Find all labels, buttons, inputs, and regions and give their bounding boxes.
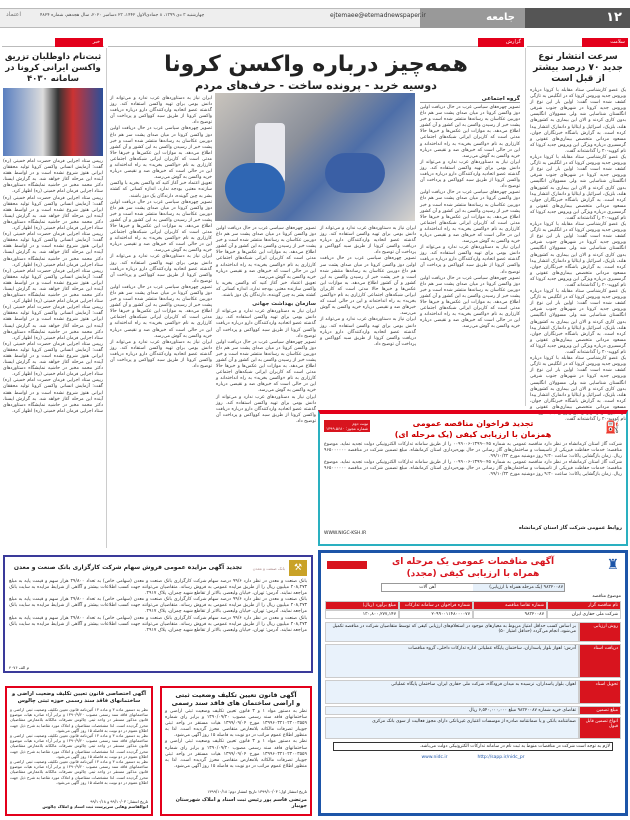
ad1-body: شرکت گاز استان کرمانشاه در نظر دارد مناقصه عمومی به شماره ۰۴۵-۱۳۹۹-۰۰۹۹۰۰۶ را از طریق سامانه تدارکات الکترونیکی دولت تجدید نماید. موضوع مناقصه: خدمات حفاظت فیزیکی از تاسیسات و ساختمان‌های گاز رسانی در حال بهره‌برداری استان کرمانشاه. مبلغ تضمین شرکت در مناقصه ۹۶۵۰۰۰۰۰۰ ریال. زمان بازگشایی پاکات: ساعت ۹:۳۰ روز دوشنبه مورخ ۹۹/۱۰/۲۲. شرکت گاز استان کرمانشاه در نظر دارد مناقصه عمومی به شماره ۰۴۵-۱۳۹۹-۰۰۹۹۰۰۶ را از طریق سامانه تدارکات الکترونیکی دولت تجدید نماید. موضوع مناقصه: خدمات حفاظت فیزیکی از تاسیسات و ساختمان‌های گاز رسانی در حال بهره‌برداری استان کرمانشاه. مبلغ تضمین شرکت در مناقصه ۹۶۵۰۰۰۰۰۰ ریال. زمان بازگشایی پاکات: ساعت ۹:۳۰ روز دوشنبه مورخ ۹۹/۱۰/۲۲. [324, 442, 622, 478]
nidc-website-link[interactable]: www.nidc.ir [421, 755, 448, 760]
column-divider [106, 48, 107, 548]
table-cell: ۱۳۰,۸۰۰,۲۷۷,۱۴۷ [325, 610, 399, 619]
ad3-code: م الف ۴۰۷۶ [9, 665, 30, 670]
report-col4: ایران نیاز به دستاوردهای غرب ندارد و می‌تواند از دانش بومی برای تهیه واکسن استفاده کند. روز گذشته عضو اتحادیه واردکنندگان دارو درباره دریافت واکسن کرونا از طریق سبد کوواکس و پرداخت آن توضیح داد. تصویر چهره‌های سیاسی غرب در حال دریافت اولین دوز واکسن کرونا در میان صدای پشت سر هم داغ دوربین عکاسان به رسانه‌ها منتشر شده است و خبر پشت خبر از رسیدن واکسن به این کشور و آن کشور اطلاع می‌دهد. به موازات این عکس‌ها و خبرها حالا مدتی است که کاربران ایرانی شبکه‌های اجتماعی کارزاری به نام «واکسن بخرید» به راه انداخته‌اند و این در حالی است که خبرهای ضد و نقیضی درباره خرید واکسن به گوش می‌رسد. تعویق اعتماد خبر آغاز کنید که واکسن بخرید با واکسن سازنده معتبر، بودجه ندارد، اندازه کسانی که کشته بشر به چین گوینده، دارندگان یک دوز باشند. تصویر چهره‌های سیاسی غرب در حال دریافت اولین دوز واکسن کرونا در میان صدای پشت سر هم داغ دوربین عکاسان به رسانه‌ها منتشر شده است و خبر پشت خبر از رسیدن واکسن به این کشور و آن کشور اطلاع می‌دهد. به موازات این عکس‌ها و خبرها حالا مدتی است که کاربران ایرانی شبکه‌های اجتماعی کارزاری به نام «واکسن بخرید» به راه انداخته‌اند و این در حالی است که خبرهای ضد و نقیضی درباره خرید واکسن به گوش می‌رسد. ایران نیاز به دستاوردهای غرب ندارد و می‌تواند از دانش بومی برای تهیه واکسن استفاده کند. روز گذشته عضو اتحادیه واردکنندگان دارو درباره دریافت واکسن کرونا از طریق سبد کوواکس و پرداخت آن توضیح داد. تصویر چهره‌های سیاسی غرب در حال دریافت اولین دوز واکسن کرونا در میان صدای پشت سر هم داغ دوربین عکاسان به رسانه‌ها منتشر شده است و خبر پشت خبر از رسیدن واکسن به این کشور و آن کشور اطلاع می‌دهد. به موازات این عکس‌ها و خبرها حالا مدتی است که کاربران ایرانی شبکه‌های اجتماعی کارزاری به نام «واکسن بخرید» به راه انداخته‌اند و این در حالی است که خبرهای ضد و نقیضی درباره خرید واکسن به گوش می‌رسد. ایران نیاز به دستاوردهای غرب ندارد و می‌تواند از دانش بومی برای تهیه واکسن استفاده کند. روز گذشته عضو اتحادیه واردکنندگان دارو درباره دریافت واکسن کرونا از طریق سبد کوواکس و پرداخت آن توضیح داد. [110, 96, 212, 370]
bank-logo-icon: ⚒ [289, 560, 307, 576]
table-cell: ۲۰۹۹۰۰۱۱۴۸۰۰۰۰۷۷ [399, 610, 473, 619]
ad3-body: بانک صنعت و معدن در نظر دارد ۹۹/۶ درصد سهام شرکت کارگزاری بانک صنعت و معدن (سهامی خاص) به تعداد ۲۹/۸۰۰ هزار سهم و قیمت پایه به مبلغ ۲۰۸,۲۷۳ میلیون ریال را از طریق مزایده عمومی به فروش رساند. متقاضیان می‌توانند جهت کسب اطلاعات بیشتر و آگاهی از شرایط مزایده به سایت بانک مراجعه نمایند. آدرس: تهران، خیابان ولیعصر، بالاتر از تقاطع شهید چمران، پلاک ۲۹۱۷. بانک صنعت و معدن در نظر دارد ۹۹/۶ درصد سهام شرکت کارگزاری بانک صنعت و معدن (سهامی خاص) به تعداد ۲۹/۸۰۰ هزار سهم و قیمت پایه به مبلغ ۲۰۸,۲۷۳ میلیون ریال را از طریق مزایده عمومی به فروش رساند. متقاضیان می‌توانند جهت کسب اطلاعات بیشتر و آگاهی از شرایط مزایده به سایت بانک مراجعه نمایند. آدرس: تهران، خیابان ولیعصر، بالاتر از تقاطع شهید چمران، پلاک ۲۹۱۷. بانک صنعت و معدن در نظر دارد ۹۹/۶ درصد سهام شرکت کارگزاری بانک صنعت و معدن (سهامی خاص) به تعداد ۲۹/۸۰۰ هزار سهم و قیمت پایه به مبلغ ۲۰۸,۲۷۳ میلیون ریال را از طریق مزایده عمومی به فروش رساند. متقاضیان می‌توانند جهت کسب اطلاعات بیشتر و آگاهی از شرایط مزایده به سایت بانک مراجعه نمایند. آدرس: تهران، خیابان ولیعصر، بالاتر از تقاطع شهید چمران، پلاک ۲۹۱۷. [9, 579, 308, 633]
report-col2: ایران نیاز به دستاوردهای غرب ندارد و می‌تواند از دانش بومی برای تهیه واکسن استفاده کند. روز گذشته عضو اتحادیه واردکنندگان دارو درباره دریافت واکسن کرونا از طریق سبد کوواکس و پرداخت آن توضیح داد. تصویر چهره‌های سیاسی غرب در حال دریافت اولین دوز واکسن کرونا در میان صدای پشت سر هم داغ دوربین عکاسان به رسانه‌ها منتشر شده است و خبر پشت خبر از رسیدن واکسن به این کشور و آن کشور اطلاع می‌دهد. به موازات این عکس‌ها و خبرها حالا مدتی است که کاربران ایرانی شبکه‌های اجتماعی کارزاری به نام «واکسن بخرید» به راه انداخته‌اند و این در حالی است که خبرهای ضد و نقیضی درباره خرید واکسن به گوش می‌رسد. ایران نیاز به دستاوردهای غرب ندارد و می‌تواند از دانش بومی برای تهیه واکسن استفاده کند. روز گذشته عضو اتحادیه واردکنندگان دارو درباره دریافت واکسن کرونا از طریق سبد کوواکس و پرداخت آن توضیح داد. [320, 226, 416, 347]
nidc-logo-icon: ♜ [606, 557, 619, 573]
label-health: سلامت [582, 38, 628, 47]
ad2-title: آگهی مناقصات عمومی یک مرحله ای [391, 557, 555, 567]
newspaper-logo: اعتماد [6, 11, 22, 18]
report-subtitle: دوسیه خرید - پرونده ساخت - حرف‌های مردم [195, 79, 437, 92]
ad3-header [5, 557, 311, 576]
table-header: شماره تقاضا مناقصه [473, 601, 547, 610]
drilling-tender-ad [318, 550, 628, 816]
health-body: یک عضو کارشناسی ستاد مقابله با کرونا درباره ویروس جدید ویروس کرونا که در انگلیس به تازگی کشف شده است گفت: اولین بار این نوع از ویروس جدید کرونا در شهرهای جنوب شرقی انگلستان شناسایی شد ولی مسوولان انگلیسی بدون کاری کردند و الان این بیماری به کشورهای هلند، بلژیک، اسرائیل و ایتالیا و دانمارک انتشار پیدا کرده است. به گزارش باشگاه خبرنگاران جوان، مسعود مردانی متخصص بیماری‌های عفونی و گرمسیری درباره ویژگی این ویروس جدید کرونا که نام کووید-۲۰ را گذاشته‌اند گفت. یک عضو کارشناسی ستاد مقابله با کرونا درباره ویروس جدید ویروس کرونا که در انگلیس به تازگی کشف شده است گفت: اولین بار این نوع از ویروس جدید کرونا در شهرهای جنوب شرقی انگلستان شناسایی شد ولی مسوولان انگلیسی بدون کاری کردند و الان این بیماری به کشورهای هلند، بلژیک، اسرائیل و ایتالیا و دانمارک انتشار پیدا کرده است. به گزارش باشگاه خبرنگاران جوان، مسعود مردانی متخصص بیماری‌های عفونی و گرمسیری درباره ویژگی این ویروس جدید کرونا که نام کووید-۲۰ را گذاشته‌اند گفت. یک عضو کارشناسی ستاد مقابله با کرونا درباره ویروس جدید ویروس کرونا که در انگلیس به تازگی کشف شده است گفت: اولین بار این نوع از ویروس جدید کرونا در شهرهای جنوب شرقی انگلستان شناسایی شد ولی مسوولان انگلیسی بدون کاری کردند و الان این بیماری به کشورهای هلند، بلژیک، اسرائیل و ایتالیا و دانمارک انتشار پیدا کرده است. به گزارش باشگاه خبرنگاران جوان، مسعود مردانی متخصص بیماری‌های عفونی و گرمسیری درباره ویژگی این ویروس جدید کرونا که نام کووید-۲۰ را گذاشته‌اند گفت. یک عضو کارشناسی ستاد مقابله با کرونا درباره ویروس جدید ویروس کرونا که در انگلیس به تازگی کشف شده است گفت: اولین بار این نوع از ویروس جدید کرونا در شهرهای جنوب شرقی انگلستان شناسایی شد ولی مسوولان انگلیسی بدون کاری کردند و الان این بیماری به کشورهای هلند، بلژیک، اسرائیل و ایتالیا و دانمارک انتشار پیدا کرده است. به گزارش باشگاه خبرنگاران جوان، مسعود مردانی متخصص بیماری‌های عفونی و گرمسیری درباره ویژگی این ویروس جدید کرونا که نام کووید-۲۰ را گذاشته‌اند گفت. یک عضو کارشناسی ستاد مقابله با کرونا درباره ویروس جدید ویروس کرونا که در انگلیس به تازگی کشف شده است گفت: اولین بار این نوع از ویروس جدید کرونا در شهرهای جنوب شرقی انگلستان شناسایی شد ولی مسوولان انگلیسی بدون کاری کردند و الان این بیماری به کشورهای هلند، بلژیک، اسرائیل و ایتالیا و دانمارک انتشار پیدا کرده است. به گزارش باشگاه خبرنگاران جوان، مسعود مردانی متخصص بیماری‌های عفونی و گرمسیری درباره ویژگی این ویروس جدید کرونا که نام کووید-۲۰ را گذاشته‌اند گفت. [530, 88, 626, 423]
ad5-title: آگهی اختصاصی قانون تعیین تکلیف وضعیت اراضی و [12, 691, 146, 697]
ad3-title: تجدید آگهی مزایده عمومی فروش سهام شرکت کارگزاری بانک صنعت و معدن [13, 564, 243, 572]
table-header: نام مناقصه گزار [547, 601, 621, 610]
table-cell: شرکت ملی حفاری ایران [547, 610, 621, 619]
ad2-tender-number: ۹۸۳۲۰۰۸۷ (یک مرحله همراه با ارزیابی) [473, 584, 564, 591]
news-photo [3, 88, 103, 156]
ad2-note: لازم به توجه است شرکت در مناقصات منوط به ثبت نام در سامانه تدارکات الکترونیکی دولت می‌باشد. [333, 742, 613, 751]
nidc-social-link[interactable]: http://sapp.ir/nidc_pr [477, 755, 525, 760]
detail-value: تقاضای خرید شماره ۹۸۳۲۰۰۸۷ مبلغ ۶,۵۴۰,۰۰۰,۰۰۰ ریال [325, 706, 579, 715]
section-name: جامعه [420, 8, 525, 28]
health-article [530, 52, 626, 423]
email[interactable]: ejtemaee@etemadnewspaper.ir [330, 12, 426, 19]
report-title: همه‌چیز درباره واکسن کرونا [164, 52, 468, 77]
detail-value: آدرس: اهواز بلوار پاسداران، ساختمان پایگاه عملیاتی اداره تدارکات داخلی، گروه مناقصات [325, 644, 579, 678]
chalous-registry-ad [5, 686, 153, 816]
detail-value: ضمانتنامه بانکی و یا ضمانتنامه صادره از موسسات اعتباری غیربانکی دارای مجوز فعالیت از سوی بانک مرکزی [325, 717, 579, 739]
jouybar-registry-ad [160, 686, 312, 816]
detail-label: روش ارزیابی [579, 622, 621, 642]
report-column-right [420, 96, 520, 410]
ad2-subject: آهن آلات [419, 585, 436, 590]
news-title: ثبت‌نام داوطلبان تزریق واکسن ایرانی کرونا در سامانه ۴۰۳۰ [4, 52, 102, 84]
detail-value: بر اساس کسب حداقل امتیاز مربوط به معیارهای موجود در استعلام‌های ارزیابی کیفی که توسط متقاضیان شرکت در مناقصه تکمیل می‌شود، انجام می‌گردد (حداقل امتیاز ۵۰) [325, 622, 579, 642]
table-cell: ۹۸۳۲۰۰۸۷ [473, 610, 547, 619]
ad4-title: آگهی قانون تعیین تکلیف وضعیت ثبتی [175, 691, 297, 699]
ad2-tender-box [381, 583, 565, 592]
report-col3: تصویر چهره‌های سیاسی غرب در حال دریافت اولین دوز واکسن کرونا در میان صدای پشت سر هم داغ دوربین عکاسان به رسانه‌ها منتشر شده است و خبر پشت خبر از رسیدن واکسن به این کشور و آن کشور اطلاع می‌دهد. به موازات این عکس‌ها و خبرها حالا مدتی است که کاربران ایرانی شبکه‌های اجتماعی کارزاری به نام «واکسن بخرید» به راه انداخته‌اند و این در حالی است که خبرهای ضد و نقیضی درباره خرید واکسن به گوش می‌رسد. تعویق اعتماد خبر آغاز کنید که واکسن بخرید با واکسن سازنده معتبر، بودجه ندارد، اندازه کسانی که کشته بشر به چین گوینده، دارندگان یک دوز باشند. سازمان بهداشت جهانی ایران نیاز به دستاوردهای غرب ندارد و می‌تواند از دانش بومی برای تهیه واکسن استفاده کند. روز گذشته عضو اتحادیه واردکنندگان دارو درباره دریافت واکسن کرونا از طریق سبد کوواکس و پرداخت آن توضیح داد. تصویر چهره‌های سیاسی غرب در حال دریافت اولین دوز واکسن کرونا در میان صدای پشت سر هم داغ دوربین عکاسان به رسانه‌ها منتشر شده است و خبر پشت خبر از رسیدن واکسن به این کشور و آن کشور اطلاع می‌دهد. به موازات این عکس‌ها و خبرها حالا مدتی است که کاربران ایرانی شبکه‌های اجتماعی کارزاری به نام «واکسن بخرید» به راه انداخته‌اند و این در حالی است که خبرهای ضد و نقیضی درباره خرید واکسن به گوش می‌رسد. ایران نیاز به دستاوردهای غرب ندارد و می‌تواند از دانش بومی برای تهیه واکسن استفاده کند. روز گذشته عضو اتحادیه واردکنندگان دارو درباره دریافت واکسن کرونا از طریق سبد کوواکس و پرداخت آن توضیح داد. [216, 226, 316, 424]
gas-tender-ad [318, 410, 628, 546]
page-number: ۱۲ [525, 8, 630, 28]
news-article [3, 52, 103, 531]
ad5-subtitle: ساختمانهای فاقد سند رسمی حوزه ثبتی چالوس [17, 698, 141, 704]
ad4-body: نظر به دستور مواد ۱ و ۳ قانون تعیین تکلیف وضعیت ثبتی اراضی و ساختمانهای فاقد سند رسمی مصوب ۱۳۹۰/۰۹/۲۰ و برابر رای شماره ۱۳۹۹۶۰۳۲۱۰۲۲۰۰۳۵۵۹ مورخ ۱۳۹۹/۰۹/۰۴ هیات مستقر در واحد ثبتی جویبار تصرفات مالکانه بلامعارض متقاضی محرز گردیده است. لذا به منظور اطلاع عموم مراتب در دو نوبت به فاصله ۱۵ روز آگهی می‌شود. نظر به دستور مواد ۱ و ۳ قانون تعیین تکلیف وضعیت ثبتی اراضی و ساختمانهای فاقد سند رسمی مصوب ۱۳۹۰/۰۹/۲۰ و برابر رای شماره ۱۳۹۹۶۰۳۲۱۰۲۲۰۰۳۵۵۹ مورخ ۱۳۹۹/۰۹/۰۴ هیات مستقر در واحد ثبتی جویبار تصرفات مالکانه بلامعارض متقاضی محرز گردیده است. لذا به منظور اطلاع عموم مراتب در دو نوبت به فاصله ۱۵ روز آگهی می‌شود. [165, 709, 307, 769]
gas-company-logo-icon: ⛽ [605, 420, 620, 434]
label-news: خبر [55, 38, 103, 47]
detail-label: مبلغ تضمین [579, 706, 621, 715]
news-body: رییس ستاد اجرایی فرمان حضرت امام خمینی (ره) گفت: آزمایش انسانی واکسن کرونا تولید محققان ایرانی هنوز شروع نشده است و در اواسط هفته آینده این مرحله آغاز خواهد شد. به گزارش ایسنا، دکتر محمد مخبر در حاشیه نمایشگاه دستاوردهای ستاد اجرایی فرمان امام خمینی (ره) اظهار کرد. رییس ستاد اجرایی فرمان حضرت امام خمینی (ره) گفت: آزمایش انسانی واکسن کرونا تولید محققان ایرانی هنوز شروع نشده است و در اواسط هفته آینده این مرحله آغاز خواهد شد. به گزارش ایسنا، دکتر محمد مخبر در حاشیه نمایشگاه دستاوردهای ستاد اجرایی فرمان امام خمینی (ره) اظهار کرد. رییس ستاد اجرایی فرمان حضرت امام خمینی (ره) گفت: آزمایش انسانی واکسن کرونا تولید محققان ایرانی هنوز شروع نشده است و در اواسط هفته آینده این مرحله آغاز خواهد شد. به گزارش ایسنا، دکتر محمد مخبر در حاشیه نمایشگاه دستاوردهای ستاد اجرایی فرمان امام خمینی (ره) اظهار کرد. رییس ستاد اجرایی فرمان حضرت امام خمینی (ره) گفت: آزمایش انسانی واکسن کرونا تولید محققان ایرانی هنوز شروع نشده است و در اواسط هفته آینده این مرحله آغاز خواهد شد. به گزارش ایسنا، دکتر محمد مخبر در حاشیه نمایشگاه دستاوردهای ستاد اجرایی فرمان امام خمینی (ره) اظهار کرد. رییس ستاد اجرایی فرمان حضرت امام خمینی (ره) گفت: آزمایش انسانی واکسن کرونا تولید محققان ایرانی هنوز شروع نشده است و در اواسط هفته آینده این مرحله آغاز خواهد شد. به گزارش ایسنا، دکتر محمد مخبر در حاشیه نمایشگاه دستاوردهای ستاد اجرایی فرمان امام خمینی (ره) اظهار کرد. رییس ستاد اجرایی فرمان حضرت امام خمینی (ره) گفت: آزمایش انسانی واکسن کرونا تولید محققان ایرانی هنوز شروع نشده است و در اواسط هفته آینده این مرحله آغاز خواهد شد. به گزارش ایسنا، دکتر محمد مخبر در حاشیه نمایشگاه دستاوردهای ستاد اجرایی فرمان امام خمینی (ره) اظهار کرد. رییس ستاد اجرایی فرمان حضرت امام خمینی (ره) گفت: آزمایش انسانی واکسن کرونا تولید محققان ایرانی هنوز شروع نشده است و در اواسط هفته آینده این مرحله آغاز خواهد شد. به گزارش ایسنا، دکتر محمد مخبر در حاشیه نمایشگاه دستاوردهای ستاد اجرایی فرمان امام خمینی (ره) اظهار کرد. [3, 159, 103, 414]
divider [108, 46, 524, 47]
ad5-signature: ابوالقاسم وهابی سرپرست ثبت اسناد و املاک چالوس [42, 804, 148, 809]
bank-logo-text: بانک صنعت و معدن [252, 565, 285, 571]
health-title: سرعت انتشار نوع جدید ۷۰ درصد بیشتر از قبل است [533, 52, 623, 84]
ad2-table [325, 601, 621, 619]
ad1-badge: نوبت دوم شماره مجوز: ۱۳۹۹.۵۶۸۰ [326, 421, 368, 431]
date-line: چهارشنبه ۳ دی ۱۳۹۹، ۸ جمادی‌الاول ۱۴۴۲، ۲۳ دسامبر ۲۰۲۰، سال هجدهم، شماره ۴۸۲۴ [40, 13, 205, 18]
ad1-footer: روابط عمومی شرکت گاز استان کرمانشاه [518, 525, 622, 531]
ad4-subtitle: و اراضی ساختمان های فاقد سند رسمی [171, 699, 301, 707]
ad5-dates: تاریخ انتشار: ۹۹/۱۰/۰۳ و ۹۹/۱۰/۱۸ [90, 799, 148, 804]
ad1-url[interactable]: WWW.NIGC-KSH.IR [324, 531, 367, 536]
ad4-signature: مرتضی قاسم پور رئیس ثبت اسناد و املاک شهرستان جویبار [175, 797, 307, 809]
bank-auction-ad [3, 555, 313, 673]
report-col1: تصویر چهره‌های سیاسی غرب در حال دریافت اولین دوز واکسن کرونا در میان صدای پشت سر هم داغ دوربین عکاسان به رسانه‌ها منتشر شده است و خبر پشت خبر از رسیدن واکسن به این کشور و آن کشور اطلاع می‌دهد. به موازات این عکس‌ها و خبرها حالا مدتی است که کاربران ایرانی شبکه‌های اجتماعی کارزاری به نام «واکسن بخرید» به راه انداخته‌اند و این در حالی است که خبرهای ضد و نقیضی درباره خرید واکسن به گوش می‌رسد. ایران نیاز به دستاوردهای غرب ندارد و می‌تواند از دانش بومی برای تهیه واکسن استفاده کند. روز گذشته عضو اتحادیه واردکنندگان دارو درباره دریافت واکسن کرونا از طریق سبد کوواکس و پرداخت آن توضیح داد. تصویر چهره‌های سیاسی غرب در حال دریافت اولین دوز واکسن کرونا در میان صدای پشت سر هم داغ دوربین عکاسان به رسانه‌ها منتشر شده است و خبر پشت خبر از رسیدن واکسن به این کشور و آن کشور اطلاع می‌دهد. به موازات این عکس‌ها و خبرها حالا مدتی است که کاربران ایرانی شبکه‌های اجتماعی کارزاری به نام «واکسن بخرید» به راه انداخته‌اند و این در حالی است که خبرهای ضد و نقیضی درباره خرید واکسن به گوش می‌رسد. ایران نیاز به دستاوردهای غرب ندارد و می‌تواند از دانش بومی برای تهیه واکسن استفاده کند. روز گذشته عضو اتحادیه واردکنندگان دارو درباره دریافت واکسن کرونا از طریق سبد کوواکس و پرداخت آن توضیح داد. تصویر چهره‌های سیاسی غرب در حال دریافت اولین دوز واکسن کرونا در میان صدای پشت سر هم داغ دوربین عکاسان به رسانه‌ها منتشر شده است و خبر پشت خبر از رسیدن واکسن به این کشور و آن کشور اطلاع می‌دهد. به موازات این عکس‌ها و خبرها حالا مدتی است که کاربران ایرانی شبکه‌های اجتماعی کارزاری به نام «واکسن بخرید» به راه انداخته‌اند و این در حالی است که خبرهای ضد و نقیضی درباره خرید واکسن به گوش می‌رسد. [420, 105, 520, 330]
report-subheading: سازمان بهداشت جهانی [252, 301, 316, 308]
ad1-subtitle: همزمان با ارزیابی کیفی (یک مرحله ای) [394, 430, 552, 439]
ad2-subtitle: همراه با ارزیابی کیفی (مجدد) [406, 569, 540, 579]
byline: گروه اجتماعی [420, 96, 520, 103]
ad2-details [325, 622, 621, 739]
ad2-topic-label: موضوع مناقصه [592, 594, 621, 599]
ad2-badge [327, 561, 367, 569]
column-divider [525, 48, 526, 406]
detail-label: تحویل اسناد [579, 680, 621, 704]
detail-value: اهواز، بلوار پاسداران، نرسیده به میدان فرودگاه، شرکت ملی حفاری ایران، ساختمان پایگاه عملیاتی [325, 680, 579, 704]
label-report: گزارش [478, 38, 524, 47]
table-header: شماره فراخوان در سامانه تدارکات [399, 601, 473, 610]
ad5-body: نظر به دستور ماده ۳ و ماده ۱۳ آئین‌نامه قانون تعیین تکلیف وضعیت ثبتی اراضی و ساختمانهای فاقد سند رسمی مصوب ۱۳۹۰/۹/۲۰ و برابر آراء صادره هیات موضوع قانون مذکور مستقر در واحد ثبتی چالوس تصرفات مالکانه بلامعارض متقاضیان محرز گردیده است. لذا مشخصات متقاضیان و املاک مورد تقاضا به شرح ذیل جهت اطلاع عموم در دو نوبت به فاصله ۱۵ روز آگهی می‌شود. نظر به دستور ماده ۳ و ماده ۱۳ آئین‌نامه قانون تعیین تکلیف وضعیت ثبتی اراضی و ساختمانهای فاقد سند رسمی مصوب ۱۳۹۰/۹/۲۰ و برابر آراء صادره هیات موضوع قانون مذکور مستقر در واحد ثبتی چالوس تصرفات مالکانه بلامعارض متقاضیان محرز گردیده است. لذا مشخصات متقاضیان و املاک مورد تقاضا به شرح ذیل جهت اطلاع عموم در دو نوبت به فاصله ۱۵ روز آگهی می‌شود. نظر به دستور ماده ۳ و ماده ۱۳ آئین‌نامه قانون تعیین تکلیف وضعیت ثبتی اراضی و ساختمانهای فاقد سند رسمی مصوب ۱۳۹۰/۹/۲۰ و برابر آراء صادره هیات موضوع قانون مذکور مستقر در واحد ثبتی چالوس تصرفات مالکانه بلامعارض متقاضیان محرز گردیده است. لذا مشخصات متقاضیان و املاک مورد تقاضا به شرح ذیل جهت اطلاع عموم در دو نوبت به فاصله ۱۵ روز آگهی می‌شود. [10, 707, 148, 785]
ad1-title: تجدید فراخوان مناقصه عمومی [412, 419, 534, 428]
ad4-dates: تاریخ انتشار اول: ۱۳۹۹/۱۰/۰۳ تاریخ انتشار دوم: ۱۳۹۹/۱۰/۱۸ [207, 789, 307, 794]
detail-label: انواع تضمین قابل قبول [579, 717, 621, 739]
detail-label: دریافت اسناد [579, 644, 621, 678]
report-article [110, 52, 522, 92]
table-header: مبلغ برآورد (ریال) [325, 601, 399, 610]
vaccine-photo [215, 93, 415, 221]
